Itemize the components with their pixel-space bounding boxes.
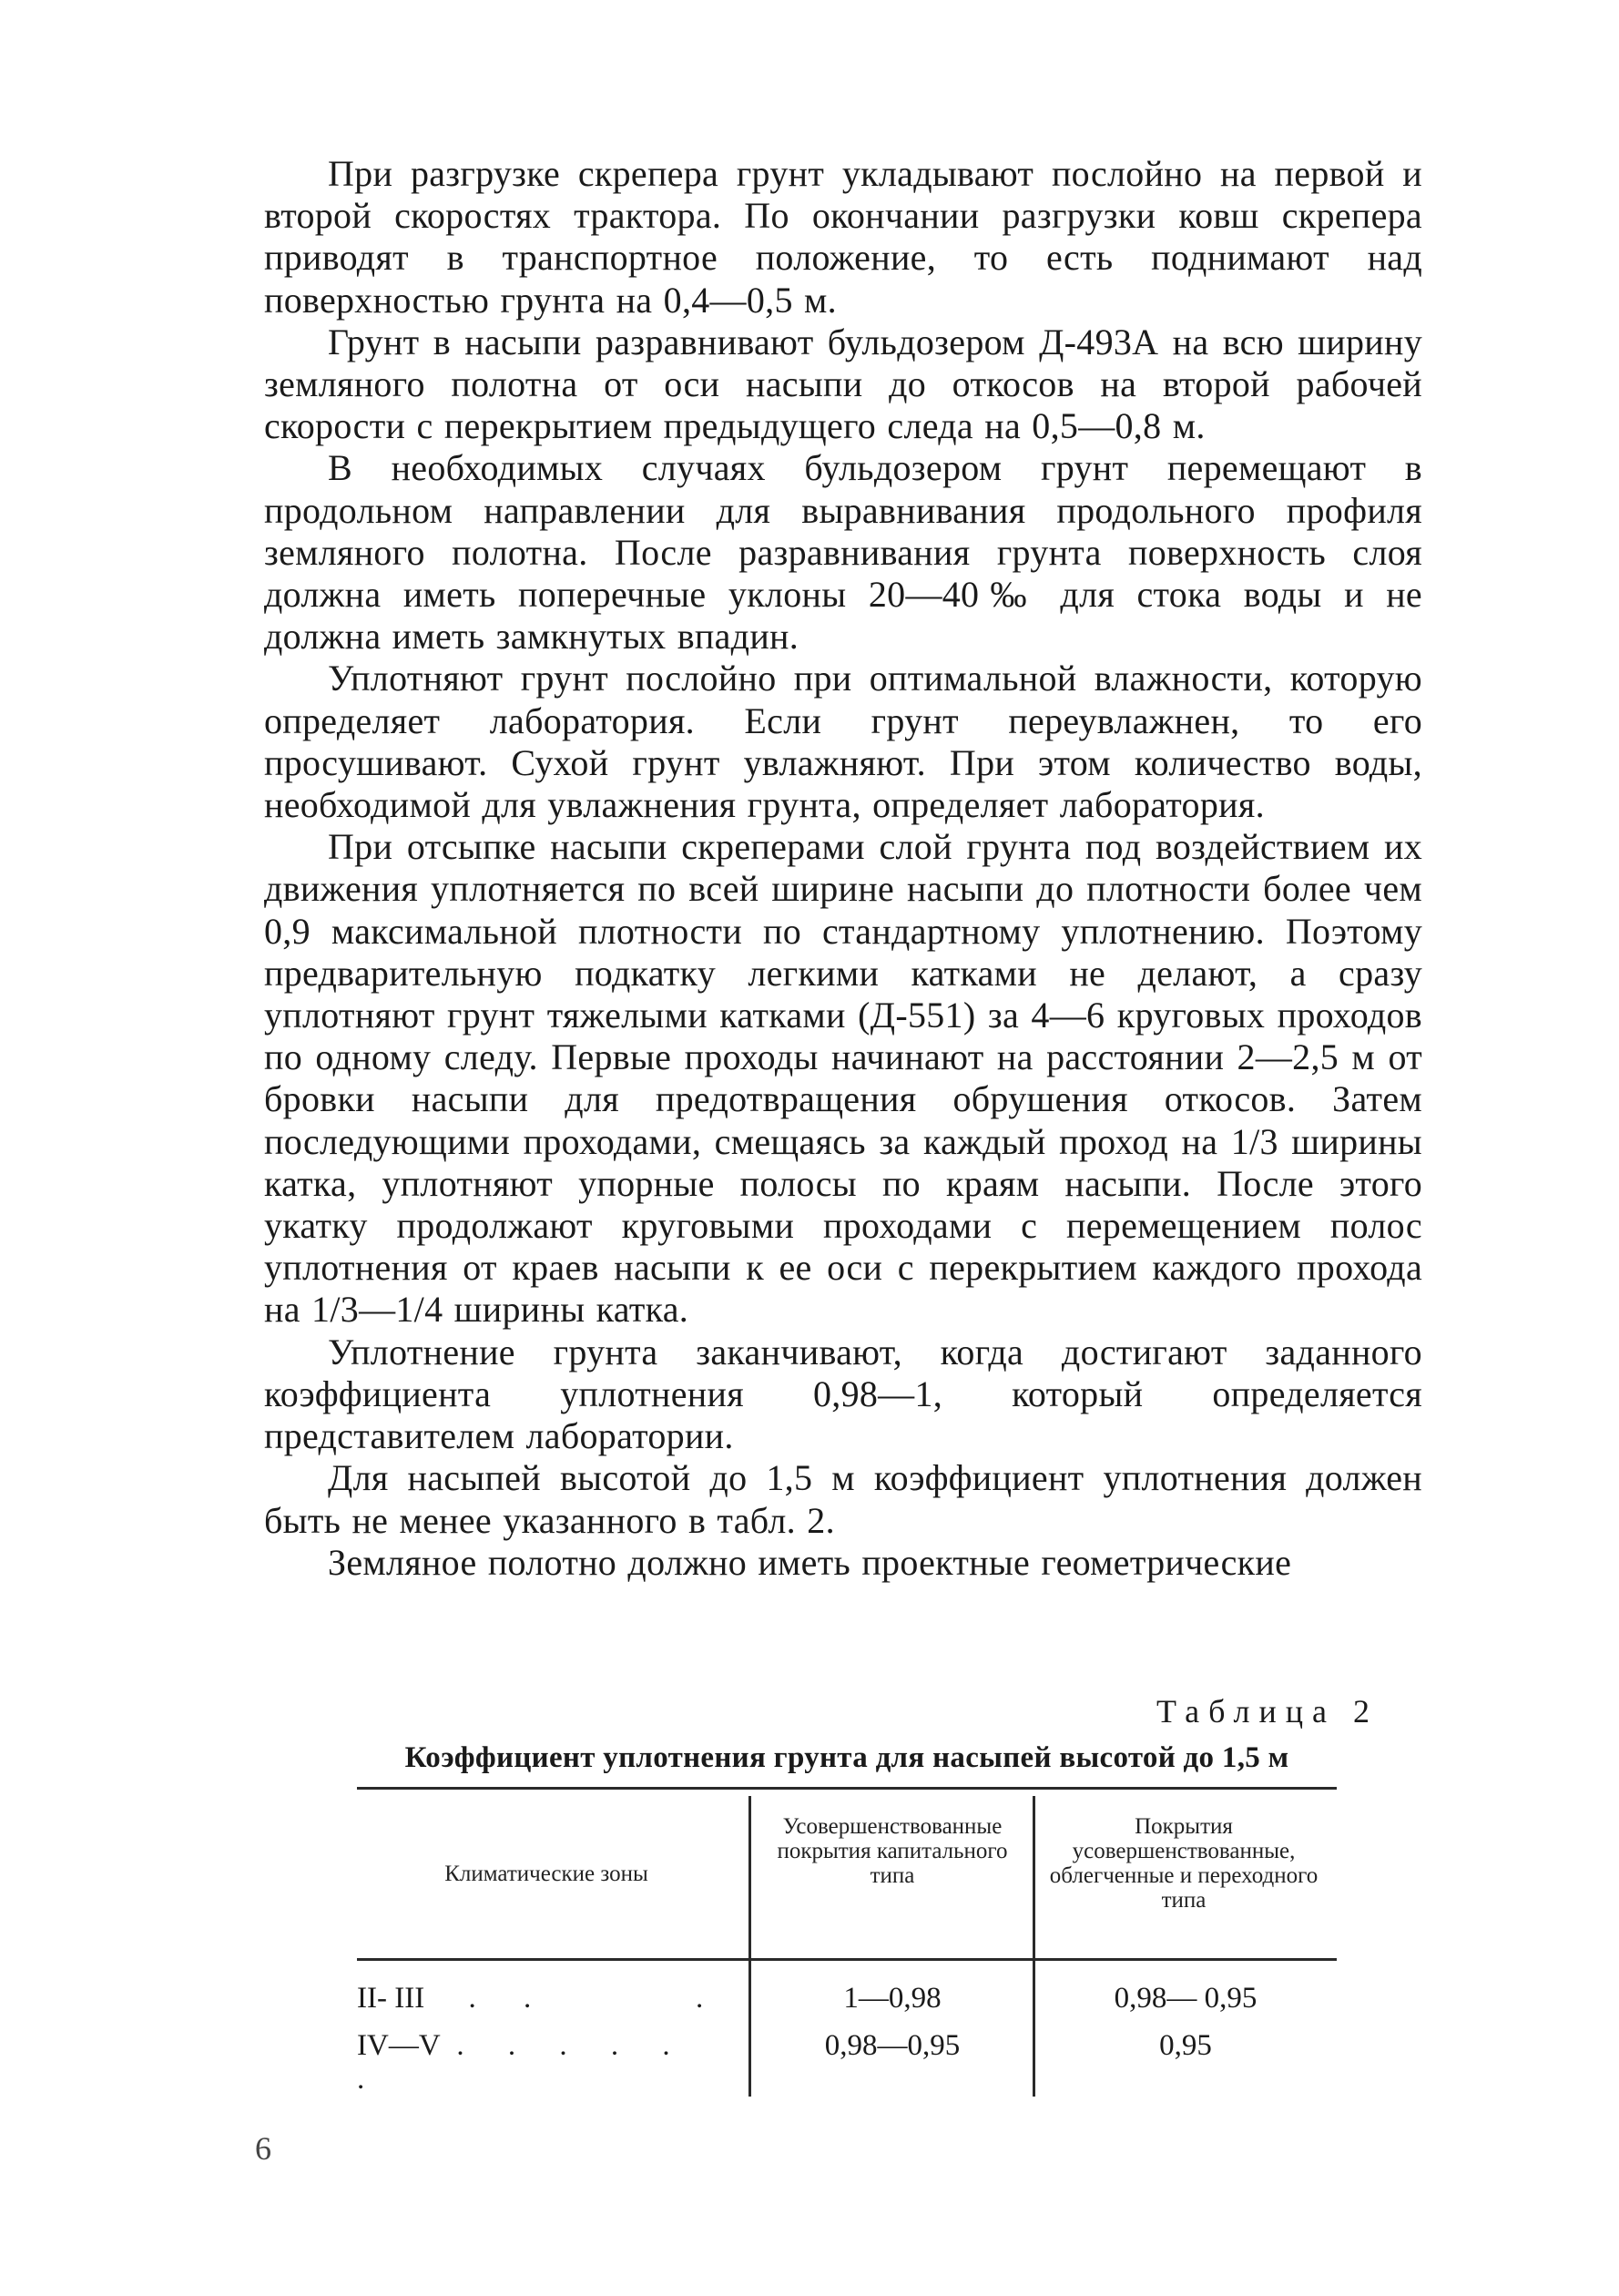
paragraph-3: В необходимых случаях бульдозером грунт перемещают в продольном направлении для выравнивания продольного профиля земляного полотна. После разравнивания грунта поверхность слоя должна иметь поперечные уклоны 20—40‰ для стока воды и не должна иметь замкнутых впадин. xyxy=(264,447,1422,658)
row-1-leader-dots: . . xyxy=(468,1982,552,2015)
paragraph-1: При разгрузке скрепера грунт укладывают послойно на первой и второй скоростях трактора. По окончании разгрузки ковш скрепера приводят в транспортное положение, то есть поднимают над поверхностью грунта на 0,4—0,5 м. xyxy=(264,153,1422,321)
row-1-zone xyxy=(357,1982,712,2015)
paragraph-7: Для насыпей высотой до 1,5 м коэффициент уплотнения должен быть не менее указанного в табл. 2. xyxy=(264,1457,1422,1541)
paragraph-8: Земляное полотно должно иметь проектные геометрические xyxy=(328,1541,1292,1583)
paragraph-4: Уплотняют грунт послойно при оптимальной влажности, которую определяет лаборатория. Если грунт переувлажнен, то его просушивают. Сухой грунт увлажняют. При этом количество воды, необходимой для увлажнения грунта, определяет лаборатория. xyxy=(264,658,1422,826)
paragraph-6: Уплотнение грунта заканчивают, когда достигают заданного коэффициента уплотнения 0,98—1, который определяется представителем лаборатории. xyxy=(264,1331,1422,1457)
paragraph-2: Грунт в насыпи разравнивают бульдозером Д-493А на всю ширину земляного полотна от оси насыпи до откосов на второй рабочей скорости с перекрытием предыдущего следа на 0,5—0,8 м. xyxy=(264,321,1422,447)
header-climatic-zones: Климатические зоны xyxy=(444,1862,648,1886)
row-1-leader-dot: . xyxy=(696,1982,704,2015)
row-2-capital: 0,98—0,95 xyxy=(824,2029,961,2062)
row-2-zone xyxy=(357,2029,712,2097)
page-number: 6 xyxy=(255,2130,271,2167)
row-1-capital: 1—0,98 xyxy=(843,1982,942,2015)
table-top-rule xyxy=(357,1787,1337,1790)
table-header-rule xyxy=(357,1958,1337,1961)
row-2-lightweight: 0,95 xyxy=(1159,2029,1212,2062)
header-lightweight-type: Покрытия усовершенствованные, облегченные и переходного типа xyxy=(1049,1814,1319,1913)
row-2-zone-text: IV—V xyxy=(357,2029,441,2062)
row-1-lightweight: 0,98— 0,95 xyxy=(1114,1982,1258,2015)
row-2-leader-dots: . . . . . . xyxy=(357,2029,688,2096)
header-capital-type: Усовершенствованные покрытия капитального типа xyxy=(777,1814,1008,1888)
paragraph-5: При отсыпке насыпи скреперами слой грунта под воздействием их движения уплотняется по всей ширине насыпи до плотности более чем 0,9 максимальной плотности по стандартному уплотнению. Поэтому предварительную подкатку легкими катками не делают, а сразу уплотняют грунт тяжелыми катками (Д-551) за 4—6 круговых проходов по одному следу. Первые проходы начинают на расстоянии 2—2,5 м от бровки насыпи для предотвращения обрушения откосов. Затем последующими проходами, смещаясь за каждый проход на 1/3 ширины катка, уплотняют упорные полосы по краям насыпи. После этого укатку продолжают круговыми проходами с перемещением полос уплотнения от краев насыпи к ее оси с перекрытием каждого прохода на 1/3—1/4 ширины катка. xyxy=(264,826,1422,1331)
body-text xyxy=(264,153,1422,1584)
table-label: Таблица 2 xyxy=(1156,1693,1379,1730)
row-1-zone-text: II- III xyxy=(357,1982,425,2015)
table-title: Коэффициент уплотнения грунта для насыпей высотой до 1,5 м xyxy=(404,1741,1289,1774)
